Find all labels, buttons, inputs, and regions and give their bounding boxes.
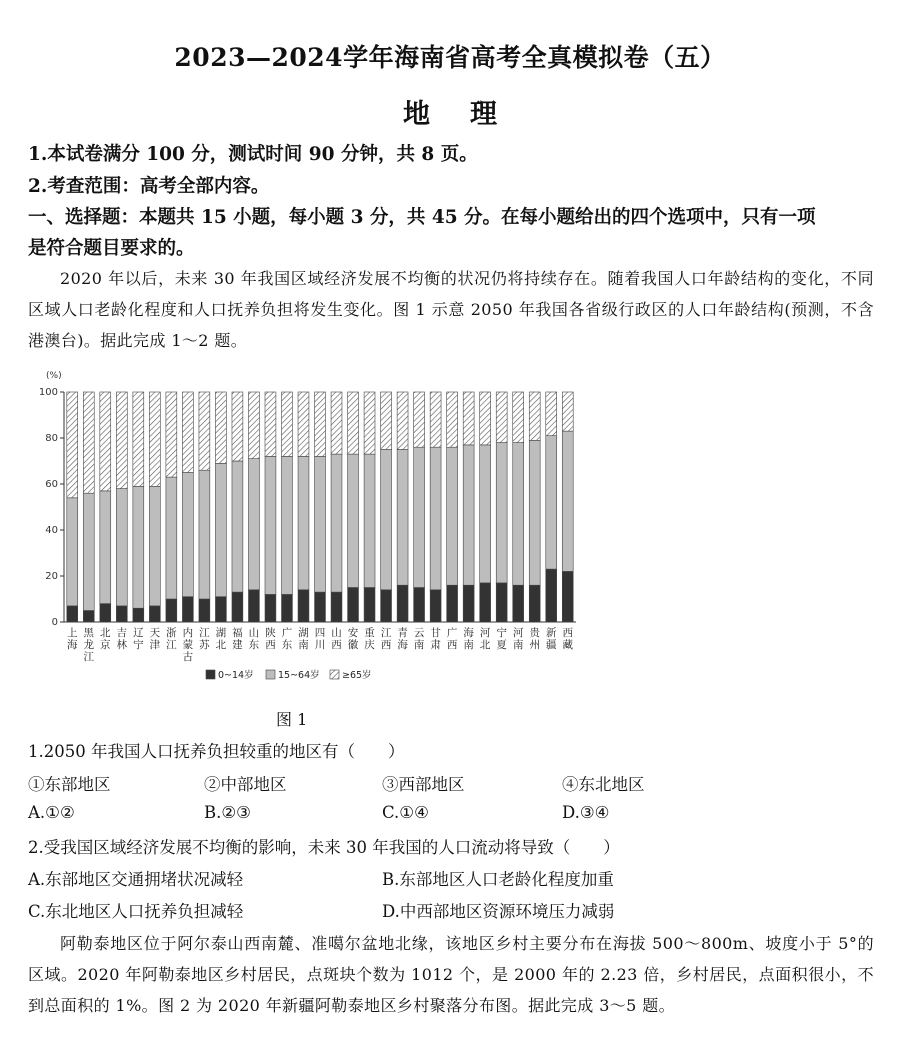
bar-segment-2 [430,447,441,590]
bar-segment-3 [331,392,342,454]
legend-label: 0~14岁 [218,670,254,681]
bar-segment-2 [265,456,276,594]
x-tick-label: 安徽 [347,627,359,651]
bar-segment-1 [414,588,425,623]
bar-segment-3 [496,392,507,443]
x-tick-label: 天津 [149,627,161,651]
bar-segment-1 [364,588,375,623]
bar-segment-1 [182,597,193,622]
y-tick-label: 60 [45,479,58,490]
bar-segment-3 [282,392,293,456]
bar-segment-3 [546,392,557,436]
bar-segment-1 [496,583,507,622]
bar-segment-2 [182,473,193,597]
bar-segment-2 [166,477,177,599]
q2-option-d: D.中西部地区资源环境压力减弱 [382,902,615,921]
x-tick-label: 江西 [380,627,392,651]
y-tick-label: 20 [45,571,58,582]
instruction-line-2: 2.考查范围：高考全部内容。 [28,176,270,197]
q2-option-a: A.东部地区交通拥堵状况减轻 [28,870,244,889]
legend-label: 15~64岁 [278,670,320,681]
bar-segment-2 [364,454,375,587]
y-tick-label: 0 [51,617,58,628]
q1-option-c: C.①④ [382,803,429,822]
bar-segment-1 [513,585,524,622]
x-tick-label: 海南 [463,627,474,651]
bar-segment-2 [562,431,573,571]
bar-segment-1 [447,585,458,622]
q1-option-a: A.①② [28,803,75,822]
bar-segment-1 [331,592,342,622]
x-tick-label: 福建 [232,627,243,651]
x-tick-label: 陕西 [265,627,276,651]
bar-segment-2 [83,493,94,610]
bar-segment-3 [67,392,78,498]
bar-segment-1 [381,590,392,622]
bar-segment-2 [447,447,458,585]
exam-title: 2023—2024学年海南省高考全真模拟卷（五） [174,43,726,72]
x-tick-label: 江苏 [199,627,210,651]
figure-1-chart [28,360,598,700]
x-tick-label: 青海 [397,627,408,651]
figure-1-caption: 图 1 [276,710,308,729]
subject-title: 地理 [403,99,537,130]
x-axis-labels [67,626,573,663]
legend-swatch [266,670,275,679]
bar-segment-3 [265,392,276,456]
bar-segment-3 [100,392,111,491]
bar-segment-1 [298,590,309,622]
bar-segment-3 [298,392,309,456]
bar-segment-2 [529,440,540,585]
y-tick-label: 40 [45,525,58,536]
x-tick-label: 湖南 [298,627,309,651]
bar-segment-1 [546,569,557,622]
bar-segment-2 [397,450,408,586]
bar-segment-2 [282,456,293,594]
x-tick-label: 湖北 [215,627,227,651]
bar-segment-2 [331,454,342,592]
bar-segment-3 [463,392,474,445]
y-tick-label: 80 [45,433,58,444]
bar-segment-2 [513,443,524,586]
x-tick-label: 重庆 [364,627,375,651]
bar-segment-1 [248,590,259,622]
legend-swatch [206,670,215,679]
bar-segment-1 [529,585,540,622]
bar-segment-1 [149,606,160,622]
bar-segment-2 [248,459,259,590]
bar-segment-2 [480,445,491,583]
bar-segment-1 [215,597,226,622]
bar-segment-3 [315,392,326,456]
bar-segment-1 [133,608,144,622]
bar-segment-1 [480,583,491,622]
x-tick-label: 广东 [281,627,293,651]
x-tick-label: 黑龙江 [83,627,95,663]
q1-option-d: D.③④ [562,803,610,822]
q1-item-4: ④东北地区 [562,775,645,794]
bar-segment-1 [397,585,408,622]
x-tick-label: 北京 [100,627,111,651]
stacked-bar-chart [28,360,598,700]
bar-segment-3 [348,392,359,454]
bar-segment-1 [562,571,573,622]
q2-option-b: B.东部地区人口老龄化程度加重 [382,870,614,889]
bar-segment-3 [529,392,540,440]
x-tick-label: 甘肃 [430,627,441,651]
bar-segment-2 [116,489,127,606]
bar-segment-1 [265,594,276,622]
bar-segment-3 [166,392,177,477]
bar-segment-3 [83,392,94,493]
bar-segment-3 [133,392,144,486]
bar-segment-3 [513,392,524,443]
passage-2: 阿勒泰地区位于阿尔泰山西南麓、准噶尔盆地北缘，该地区乡村主要分布在海拔 500～800m、坡度小于 5°的区域。2020 年阿勒泰地区乡村居民，点斑块个数为 1012 个，是 2000 年的 2.23 倍，乡村居民，点面积很小，不到总面积的 1%。图 2 为 2020 年新疆阿勒泰地区乡村聚落分布图。据此完成 3～5 题。 [28,934,874,1015]
y-tick-label: 100 [38,387,58,398]
bar-segment-2 [381,450,392,590]
legend [206,669,372,681]
q1-item-3: ③西部地区 [382,775,465,794]
bar-segment-1 [232,592,243,622]
bar-segment-2 [133,486,144,608]
bar-segment-3 [414,392,425,447]
bar-segment-3 [447,392,458,447]
x-tick-label: 吉林 [116,627,128,651]
x-tick-label: 山西 [331,627,342,651]
bar-segment-1 [100,604,111,622]
bar-segment-3 [182,392,193,473]
bar-segment-2 [463,445,474,585]
bar-segment-2 [348,454,359,587]
x-tick-label: 宁夏 [496,627,507,651]
bar-segment-1 [430,590,441,622]
x-tick-label: 内蒙古 [182,627,194,663]
x-tick-label: 河北 [479,627,491,651]
bar-segment-3 [116,392,127,489]
bar-segment-2 [546,436,557,569]
bar-segment-3 [381,392,392,450]
q1-option-b: B.②③ [204,803,251,822]
bar-segment-3 [397,392,408,450]
bar-segment-1 [166,599,177,622]
x-tick-label: 新疆 [545,627,557,651]
x-tick-label: 浙江 [166,627,177,651]
bar-segment-1 [67,606,78,622]
question-2-stem: 2.受我国区域经济发展不均衡的影响，未来 30 年我国的人口流动将导致（ ） [28,838,620,857]
bar-segment-3 [149,392,160,486]
x-tick-label: 云南 [413,627,425,651]
bar-segment-3 [199,392,210,470]
bar-segment-3 [562,392,573,431]
q1-item-2: ②中部地区 [204,775,287,794]
x-tick-label: 河南 [512,627,524,651]
bar-segment-2 [100,491,111,604]
q1-item-1: ①东部地区 [28,775,111,794]
legend-label: ≥65岁 [342,670,372,681]
x-tick-label: 广西 [446,627,458,651]
legend-swatch [330,670,339,679]
x-tick-label: 辽宁 [133,627,144,651]
bar-segment-1 [116,606,127,622]
y-axis-unit: (%) [46,371,62,381]
q2-option-c: C.东北地区人口抚养负担减轻 [28,902,244,921]
bar-segment-2 [215,463,226,596]
bar-segment-2 [199,470,210,599]
bar-segment-3 [215,392,226,463]
x-tick-label: 西藏 [562,627,573,651]
bar-segment-2 [496,443,507,583]
x-tick-label: 四川 [314,627,326,651]
bar-segment-1 [315,592,326,622]
bar-segment-3 [480,392,491,445]
x-tick-label: 上海 [67,627,78,651]
bar-segment-3 [248,392,259,459]
x-tick-label: 贵州 [529,627,540,651]
bar-segment-2 [414,447,425,587]
bar-segment-2 [232,461,243,592]
bar-segment-2 [315,456,326,592]
bar-segment-2 [67,498,78,606]
bar-segment-1 [348,588,359,623]
bar-segment-3 [364,392,375,454]
x-tick-label: 山东 [248,627,260,651]
bar-segment-1 [463,585,474,622]
bar-segment-2 [298,456,309,589]
bar-segment-1 [199,599,210,622]
question-1-stem: 1.2050 年我国人口抚养负担较重的地区有（ ） [28,742,405,761]
passage-1: 2020 年以后，未来 30 年我国区域经济发展不均衡的状况仍将持续存在。随着我国人口年龄结构的变化，不同区域人口老龄化程度和人口抚养负担将发生变化。图 1 示意 2050 年我国各省级行政区的人口年龄结构(预测，不含港澳台)。据此完成 1～2 题。 [28,269,874,350]
section-heading-line-1: 一、选择题：本题共 15 小题，每小题 3 分，共 45 分。在每小题给出的四个选项中，只有一项 [28,207,816,228]
section-heading-line-2: 是符合题目要求的。 [28,238,195,259]
bar-segment-2 [149,486,160,606]
bars [67,392,573,622]
bar-segment-3 [430,392,441,447]
instruction-line-1: 1.本试卷满分 100 分，测试时间 90 分钟，共 8 页。 [28,144,478,165]
bar-segment-1 [282,594,293,622]
bar-segment-1 [83,611,94,623]
bar-segment-3 [232,392,243,461]
